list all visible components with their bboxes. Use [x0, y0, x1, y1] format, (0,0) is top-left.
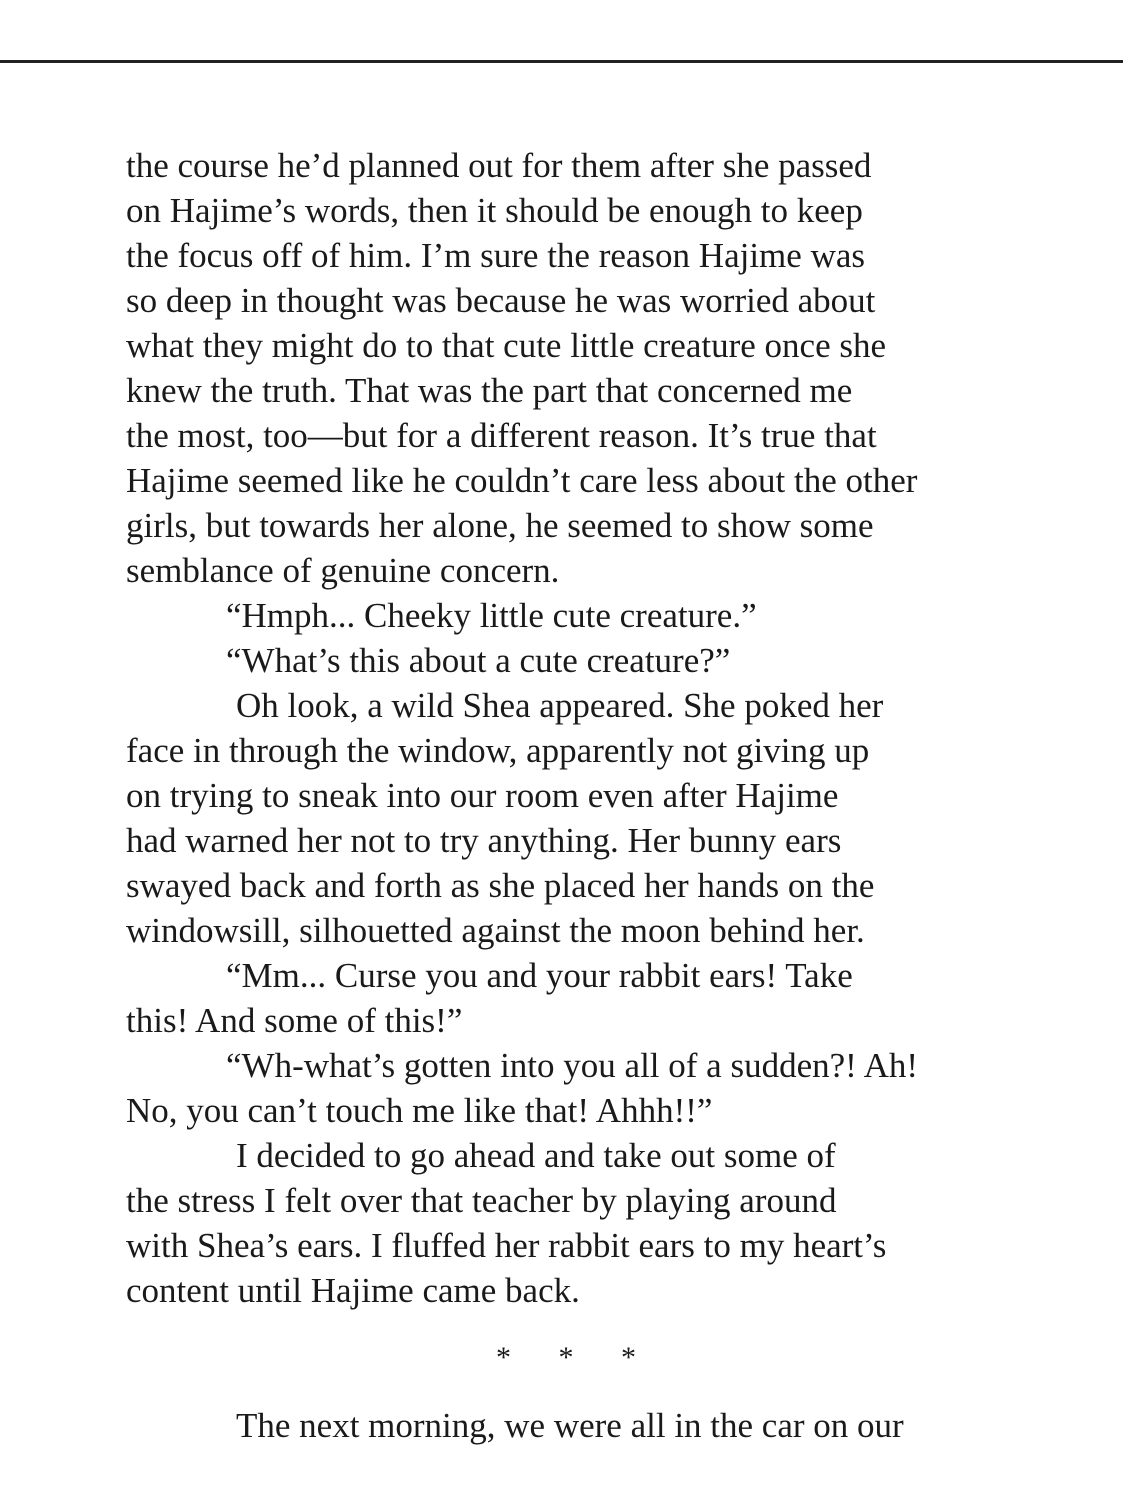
dialogue-line: “Wh-what’s gotten into you all of a sudden?! Ah! — [226, 1046, 919, 1085]
text-line: face in through the window, apparently not giving up — [126, 731, 870, 770]
scene-break: * * * — [496, 1341, 656, 1374]
text-line: the course he’d planned out for them after she passed — [126, 146, 872, 185]
text-line: on trying to sneak into our room even after Hajime — [126, 776, 839, 815]
text-line: so deep in thought was because he was worried about — [126, 281, 876, 320]
dialogue-line: “Mm... Curse you and your rabbit ears! Take — [226, 956, 853, 995]
text-line: had warned her not to try anything. Her bunny ears — [126, 821, 842, 860]
text-line: swayed back and forth as she placed her hands on the — [126, 866, 875, 905]
text-line: the focus off of him. I’m sure the reason Hajime was — [126, 236, 865, 275]
paragraph-start: The next morning, we were all in the car on our — [236, 1406, 904, 1445]
text-line: the most, too—but for a different reason. It’s true that — [126, 416, 877, 455]
top-rule — [0, 60, 1123, 63]
text-line: windowsill, silhouetted against the moon behind her. — [126, 911, 865, 950]
text-line: content until Hajime came back. — [126, 1271, 580, 1310]
paragraph-start: Oh look, a wild Shea appeared. She poked her — [236, 686, 884, 725]
text-line: this! And some of this!” — [126, 1001, 463, 1040]
dialogue-line: “What’s this about a cute creature?” — [226, 641, 731, 680]
text-line: on Hajime’s words, then it should be enough to keep — [126, 191, 863, 230]
text-line: girls, but towards her alone, he seemed to show some — [126, 506, 874, 545]
dialogue-line: “Hmph... Cheeky little cute creature.” — [226, 596, 757, 635]
text-line: the stress I felt over that teacher by playing around — [126, 1181, 837, 1220]
text-line: No, you can’t touch me like that! Ahhh!!” — [126, 1091, 713, 1130]
text-line: with Shea’s ears. I fluffed her rabbit ears to my heart’s — [126, 1226, 887, 1265]
text-line: what they might do to that cute little creature once she — [126, 326, 887, 365]
text-line: Hajime seemed like he couldn’t care less about the other — [126, 461, 918, 500]
paragraph-start: I decided to go ahead and take out some of — [236, 1136, 836, 1175]
body-text — [126, 143, 1026, 1448]
text-line: knew the truth. That was the part that concerned me — [126, 371, 853, 410]
text-line: semblance of genuine concern. — [126, 551, 560, 590]
